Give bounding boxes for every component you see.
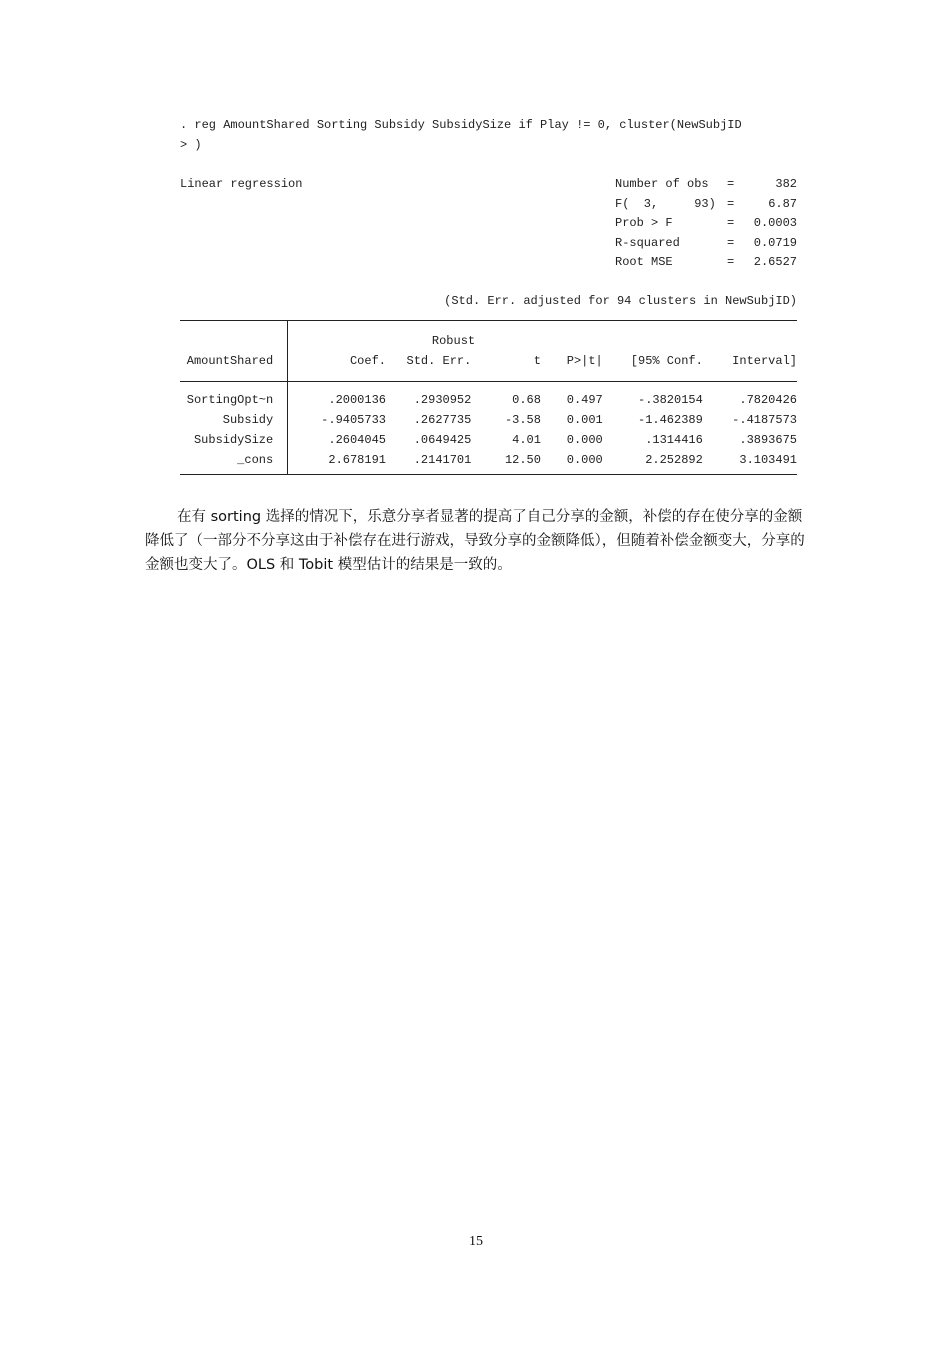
stat-label: Number of obs [615, 177, 709, 191]
stat-row-rsquared [615, 233, 797, 253]
table-body [180, 382, 797, 474]
cell-ci-high: -.4187573 [732, 413, 797, 427]
stat-eq: = [727, 177, 735, 191]
cell-ci-low: -1.462389 [638, 413, 703, 427]
stat-value: 382 [775, 177, 797, 191]
cell-p: 0.000 [566, 453, 603, 467]
cell-coef: .2604045 [328, 433, 386, 447]
stat-row-rootmse [615, 252, 797, 272]
column-headers [180, 351, 797, 371]
cell-p: 0.001 [566, 413, 603, 427]
row-variable: Subsidy [222, 413, 274, 427]
col-header-t: t [533, 354, 541, 368]
cell-ci-high: 3.103491 [739, 453, 797, 467]
table-header [180, 321, 797, 382]
stat-label: Prob > F [615, 216, 673, 230]
col-header-ci-high: Interval] [732, 354, 797, 368]
col-header-ci-low: [95% Conf. [630, 354, 703, 368]
column-divider [287, 382, 288, 474]
regression-title: Linear regression [180, 177, 303, 191]
cell-ci-low: -.3820154 [638, 393, 703, 407]
cell-stderr: .2141701 [413, 453, 472, 467]
robust-label: Robust [431, 334, 476, 348]
cell-p: 0.497 [566, 393, 603, 407]
stat-eq: = [727, 216, 735, 230]
page-number: 15 [469, 1234, 483, 1249]
cell-stderr: .2930952 [413, 393, 472, 407]
cell-p: 0.000 [566, 433, 603, 447]
cell-ci-high: .3893675 [739, 433, 797, 447]
stat-value: 0.0719 [753, 235, 797, 250]
robust-label-row [180, 331, 797, 351]
regression-table [180, 320, 797, 475]
stat-value: 6.87 [768, 196, 797, 211]
command-line-2: > ) [180, 138, 202, 152]
stat-row-obs [615, 174, 797, 194]
cell-coef: .2000136 [328, 393, 386, 407]
row-variable: _cons [237, 453, 274, 467]
stderr-note: (Std. Err. adjusted for 94 clusters in NewSubjID) [444, 294, 797, 308]
model-stats [615, 174, 797, 272]
stat-row-prob [615, 213, 797, 233]
cell-t: 12.50 [504, 453, 541, 467]
row-variable: SortingOpt~n [186, 393, 274, 407]
col-header-p: P>|t| [566, 354, 603, 368]
stat-row-f [615, 194, 797, 214]
stat-value: 2.6527 [753, 255, 797, 269]
cell-coef: -.9405733 [321, 413, 386, 427]
command-line-1: . reg AmountShared Sorting Subsidy SubsidySize if Play != 0, cluster(NewSubjID [180, 118, 742, 132]
table-row [180, 390, 797, 410]
row-variable: SubsidySize [193, 433, 274, 447]
stat-eq: = [727, 255, 735, 269]
cell-stderr: .2627735 [413, 413, 472, 427]
table-row [180, 430, 797, 450]
stat-eq: = [727, 196, 735, 211]
stat-label: Root MSE [615, 255, 673, 269]
cell-ci-low: .1314416 [645, 433, 703, 447]
table-row [180, 410, 797, 430]
stata-command [180, 115, 820, 155]
stat-label: R-squared [615, 235, 680, 250]
cell-t: -3.58 [504, 413, 541, 427]
table-row [180, 450, 797, 470]
col-header-coef: Coef. [349, 354, 386, 368]
stat-eq: = [727, 235, 735, 250]
col-header-depvar: AmountShared [186, 354, 274, 368]
regression-header [180, 174, 800, 274]
cell-stderr: .0649425 [413, 433, 472, 447]
body-paragraph: 在有 sorting 选择的情况下，乐意分享者显著的提高了自己分享的金额，补偿的存在使分享的金额降低了（一部分不分享这由于补偿存在进行游戏，导致分享的金额降低），但随着补偿金额变大，分享的金额也变大了。OLS 和 Tobit 模型估计的结果是一致的。 [145, 508, 805, 573]
cell-t: 0.68 [512, 393, 541, 407]
cell-coef: 2.678191 [328, 453, 386, 467]
cell-t: 4.01 [512, 433, 541, 447]
stat-label: F( 3, 93) [615, 196, 716, 211]
cell-ci-high: .7820426 [739, 393, 797, 407]
cell-ci-low: 2.252892 [645, 453, 703, 467]
stat-value: 0.0003 [753, 216, 797, 230]
col-header-stderr: Std. Err. [406, 354, 472, 368]
